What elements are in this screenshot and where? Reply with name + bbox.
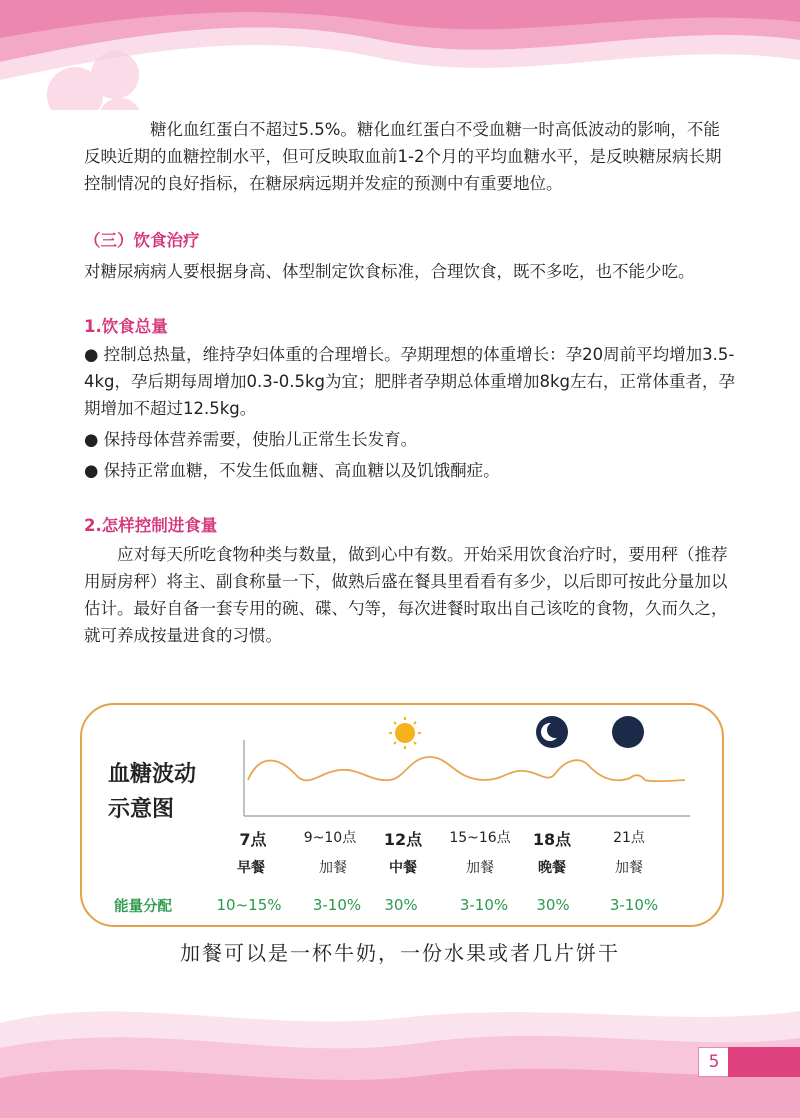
- meal-label-dinner: 晚餐: [538, 860, 566, 876]
- meal-label-lunch: 中餐: [389, 860, 417, 876]
- blood-sugar-curve: [248, 757, 685, 781]
- diet-total-list: [84, 341, 736, 484]
- tick-label-15-16: 15~16点: [449, 830, 511, 846]
- page-number: 5: [698, 1047, 730, 1077]
- energy-value: 30%: [384, 896, 418, 914]
- crescent-moon-icon: [536, 716, 568, 748]
- tick-label-18: 18点: [532, 830, 572, 849]
- list-item: ● 保持正常血糖，不发生低血糖、高血糖以及饥饿酮症。: [84, 461, 500, 480]
- intro-paragraph: 糖化血红蛋白不超过5.5%。糖化血红蛋白不受血糖一时高低波动的影响，不能反映近期的血糖控制水平，但可反映取血前1-2个月的平均血糖水平，是反映糖尿病长期控制情况的良好指标，在糖尿病远期并发症的预测中有重要地位。: [84, 120, 722, 193]
- page-number-bar: [728, 1047, 800, 1077]
- diet-total-heading: 1.饮食总量: [84, 317, 168, 336]
- chart-title-line2: 示意图: [108, 797, 175, 822]
- tick-label-9-10: 9~10点: [303, 830, 357, 846]
- section-intro: 对糖尿病病人要根据身高、体型制定饮食标准，合理饮食，既不多吃，也不能少吃。: [84, 262, 695, 281]
- list-item: ● 保持母体营养需要，使胎儿正常生长发育。: [84, 430, 418, 449]
- energy-value: 3-10%: [312, 896, 362, 914]
- meal-label-breakfast: 早餐: [237, 860, 265, 876]
- meal-label-snack: 加餐: [615, 860, 643, 876]
- intake-control-heading: 2.怎样控制进食量: [84, 516, 218, 535]
- tick-label-12: 12点: [383, 830, 423, 849]
- energy-distribution-label: 能量分配: [114, 899, 172, 915]
- section-heading-diet-therapy: （三）饮食治疗: [84, 231, 200, 250]
- tick-label-21: 21点: [613, 830, 645, 846]
- top-decoration: [0, 0, 800, 110]
- snack-caption: 加餐可以是一杯牛奶，一份水果或者几片饼干: [180, 941, 620, 965]
- meal-label-snack: 加餐: [319, 860, 347, 876]
- list-item: ● 控制总热量，维持孕妇体重的合理增长。孕期理想的体重增长：孕20周前平均增加3.5-4kg，孕后期每周增加0.3-0.5kg为宜；肥胖者孕期总体重增加8kg左右，正常体重者，孕期增加不超过12.5kg。: [84, 345, 736, 418]
- bottom-decoration: [0, 993, 800, 1118]
- energy-value: 30%: [536, 896, 570, 914]
- sun-icon: [389, 717, 421, 749]
- blood-sugar-curve-chart: [230, 712, 700, 822]
- chart-title-line1: 血糖波动: [108, 762, 197, 787]
- energy-value: 3-10%: [459, 896, 509, 914]
- tick-label-7: 7点: [239, 830, 267, 849]
- full-moon-icon: [612, 716, 644, 748]
- energy-value: 10~15%: [216, 896, 282, 914]
- intake-control-paragraph: 应对每天所吃食物种类与数量，做到心中有数。开始采用饮食治疗时，要用秤（推荐用厨房秤）将主、副食称量一下，做熟后盛在餐具里看看有多少，以后即可按此分量加以估计。最好自备一套专用的碗、碟、勺等，每次进餐时取出自己该吃的食物，久而久之，就可养成按量进食的习惯。: [84, 545, 728, 645]
- energy-value: 3-10%: [609, 896, 659, 914]
- meal-label-snack: 加餐: [466, 860, 494, 876]
